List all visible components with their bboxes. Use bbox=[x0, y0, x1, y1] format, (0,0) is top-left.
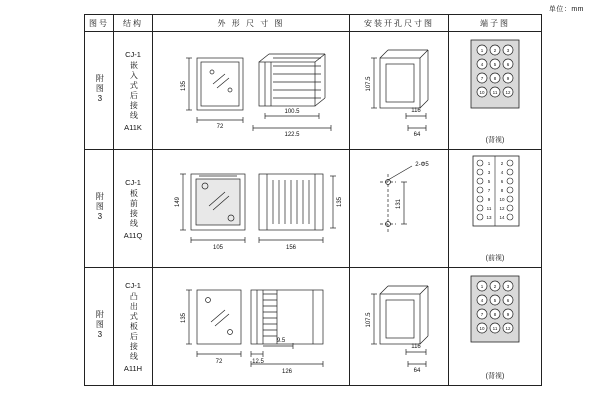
figure-no-label: 附图3 bbox=[95, 74, 105, 105]
cell-structure bbox=[114, 150, 153, 268]
cell-terminal-diagram bbox=[449, 32, 542, 150]
cell-figure-no bbox=[85, 150, 114, 268]
dim-64: 64 bbox=[413, 132, 421, 138]
svg-text:11: 11 bbox=[492, 90, 498, 95]
outline-drawing-3 bbox=[153, 268, 349, 385]
table-header-row bbox=[85, 15, 542, 32]
dim-116: 116 bbox=[411, 344, 421, 350]
svg-text:9: 9 bbox=[506, 312, 510, 317]
svg-text:4: 4 bbox=[480, 298, 484, 303]
svg-text:2: 2 bbox=[493, 284, 497, 289]
dim-116: 116 bbox=[411, 108, 421, 114]
dim-135: 135 bbox=[181, 312, 187, 324]
structure-code: CJ-1 bbox=[125, 177, 141, 187]
cell-outline-drawing bbox=[153, 268, 350, 386]
dim-135: 135 bbox=[337, 196, 343, 208]
svg-text:9: 9 bbox=[506, 76, 510, 81]
mount-drawing-2 bbox=[350, 150, 448, 267]
dim-72: 72 bbox=[215, 359, 223, 365]
cell-figure-no bbox=[85, 268, 114, 386]
header-no: 图号 bbox=[85, 15, 114, 32]
cell-mount-drawing bbox=[350, 150, 449, 268]
outline-drawing-1 bbox=[153, 32, 349, 149]
dim-122-5: 122.5 bbox=[284, 132, 300, 138]
dim-149: 149 bbox=[175, 196, 181, 208]
table-row bbox=[85, 150, 542, 268]
svg-text:7: 7 bbox=[487, 188, 491, 193]
cell-outline-drawing bbox=[153, 150, 350, 268]
table-head bbox=[85, 15, 542, 32]
svg-text:3: 3 bbox=[487, 170, 491, 175]
svg-text:1: 1 bbox=[480, 284, 484, 289]
svg-text:11: 11 bbox=[492, 326, 498, 331]
svg-text:7: 7 bbox=[480, 76, 484, 81]
svg-text:1: 1 bbox=[487, 161, 491, 166]
svg-text:14: 14 bbox=[499, 215, 505, 220]
dim-2-phi5: 2-Φ5 bbox=[415, 162, 429, 168]
unit-note: 单位：mm bbox=[548, 6, 584, 13]
svg-text:12: 12 bbox=[505, 90, 511, 95]
terminal-caption: (前视) bbox=[485, 255, 505, 262]
svg-text:12: 12 bbox=[499, 206, 505, 211]
structure-code: CJ-1 bbox=[125, 49, 141, 59]
cell-figure-no bbox=[85, 32, 114, 150]
table-row bbox=[85, 32, 542, 150]
svg-text:8: 8 bbox=[500, 188, 504, 193]
svg-text:2: 2 bbox=[500, 161, 504, 166]
svg-text:11: 11 bbox=[486, 206, 492, 211]
table-body bbox=[85, 32, 542, 386]
svg-text:5: 5 bbox=[487, 179, 491, 184]
svg-text:1: 1 bbox=[480, 48, 484, 53]
cell-structure bbox=[114, 32, 153, 150]
svg-text:10: 10 bbox=[479, 90, 485, 95]
svg-text:4: 4 bbox=[480, 62, 484, 67]
cell-terminal-diagram bbox=[449, 268, 542, 386]
cell-mount-drawing bbox=[350, 268, 449, 386]
outline-drawing-2 bbox=[153, 150, 349, 267]
dim-126: 126 bbox=[281, 369, 293, 375]
terminal-diagram-3 bbox=[449, 268, 541, 385]
figure-no-label: 附图3 bbox=[95, 192, 105, 223]
dim-135: 135 bbox=[181, 80, 187, 92]
structure-model: A11Q bbox=[123, 230, 143, 240]
terminal-caption: (背视) bbox=[485, 137, 505, 144]
header-outline: 外 形 尺 寸 图 bbox=[153, 15, 350, 32]
dim-107-5: 107.5 bbox=[366, 312, 372, 328]
structure-text: 嵌入式后接线 bbox=[129, 60, 139, 121]
svg-text:6: 6 bbox=[500, 179, 504, 184]
svg-text:6: 6 bbox=[506, 298, 510, 303]
structure-text: 板前接线 bbox=[129, 188, 139, 229]
svg-text:4: 4 bbox=[500, 170, 504, 175]
svg-text:3: 3 bbox=[506, 48, 510, 53]
terminal-caption: (背视) bbox=[485, 373, 505, 380]
dim-9-5: 9.5 bbox=[276, 338, 286, 344]
svg-text:13: 13 bbox=[486, 215, 492, 220]
svg-text:10: 10 bbox=[499, 197, 505, 202]
mount-drawing-1 bbox=[350, 32, 448, 149]
dim-100-5: 100.5 bbox=[284, 109, 300, 115]
dim-156: 156 bbox=[285, 245, 297, 251]
svg-text:8: 8 bbox=[493, 76, 497, 81]
structure-model: A11H bbox=[123, 363, 143, 373]
cell-outline-drawing bbox=[153, 32, 350, 150]
structure-text: 凸出式板后接线 bbox=[129, 291, 139, 362]
svg-text:9: 9 bbox=[487, 197, 491, 202]
svg-text:7: 7 bbox=[480, 312, 484, 317]
svg-text:6: 6 bbox=[506, 62, 510, 67]
dim-107-5: 107.5 bbox=[366, 76, 372, 92]
cell-mount-drawing bbox=[350, 32, 449, 150]
cell-structure bbox=[114, 268, 153, 386]
dim-12-5: 12.5 bbox=[252, 359, 264, 365]
dim-64: 64 bbox=[413, 368, 421, 374]
structure-model: A11K bbox=[124, 122, 142, 132]
header-mount: 安装开孔尺寸图 bbox=[350, 15, 449, 32]
svg-text:2: 2 bbox=[493, 48, 497, 53]
header-struct: 结构 bbox=[114, 15, 153, 32]
table-row bbox=[85, 268, 542, 386]
terminal-diagram-2 bbox=[449, 150, 541, 267]
terminal-diagram-1 bbox=[449, 32, 541, 149]
svg-text:5: 5 bbox=[493, 62, 497, 67]
svg-text:3: 3 bbox=[506, 284, 510, 289]
spec-table bbox=[84, 14, 542, 386]
figure-no-label: 附图3 bbox=[95, 310, 105, 341]
structure-code: CJ-1 bbox=[125, 280, 141, 290]
svg-text:8: 8 bbox=[493, 312, 497, 317]
header-term: 端子图 bbox=[449, 15, 542, 32]
svg-text:10: 10 bbox=[479, 326, 485, 331]
dim-105: 105 bbox=[212, 245, 224, 251]
svg-text:5: 5 bbox=[493, 298, 497, 303]
dim-131: 131 bbox=[396, 198, 402, 210]
mount-drawing-3 bbox=[350, 268, 448, 385]
dim-72: 72 bbox=[216, 124, 224, 130]
cell-terminal-diagram bbox=[449, 150, 542, 268]
svg-text:12: 12 bbox=[505, 326, 511, 331]
